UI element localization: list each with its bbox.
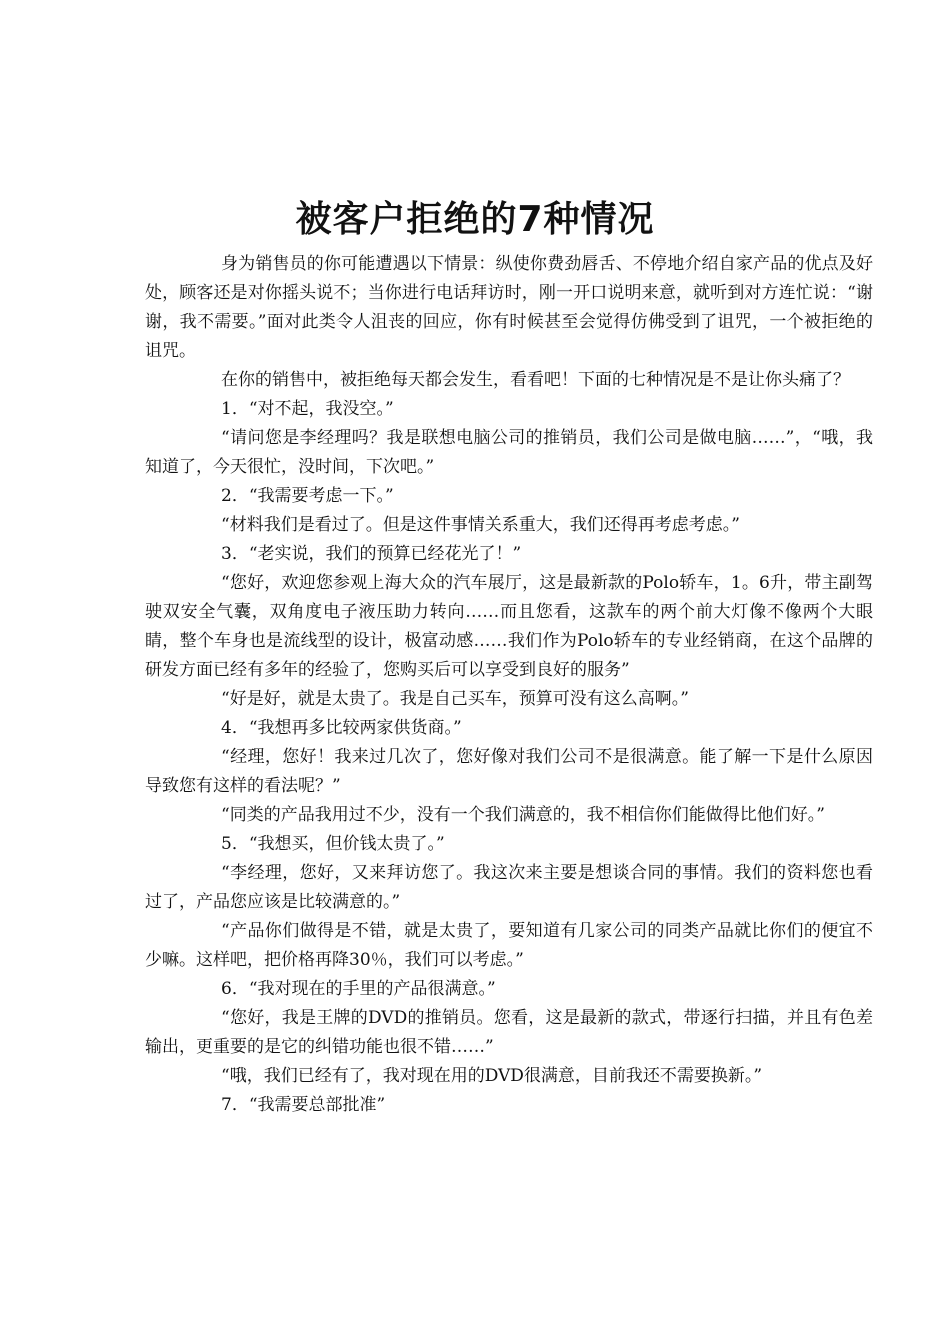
paragraph: “好是好，就是太贵了。我是自己买车，预算可没有这么高啊。” bbox=[221, 689, 689, 709]
list-heading: 3．“老实说，我们的预算已经花光了！” bbox=[221, 544, 522, 564]
list-heading: 1．“对不起，我没空。” bbox=[221, 399, 394, 419]
paragraph: 身为销售员的你可能遭遇以下情景：纵使你费劲唇舌、不停地介绍自家产品的优点及好处，顾客还是对你摇头说不；当你进行电话拜访时，刚一开口说明来意，就听到对方连忙说：“谢谢，我不需要。”面对此类令人沮丧的回应，你有时候甚至会觉得仿佛受到了诅咒，一个被拒绝的诅咒。 bbox=[145, 254, 873, 361]
document-body bbox=[145, 250, 873, 1120]
paragraph: “产品你们做得是不错，就是太贵了，要知道有几家公司的同类产品就比你们的便宜不少嘛。这样吧，把价格再降30％，我们可以考虑。” bbox=[145, 921, 873, 970]
list-heading: 2．“我需要考虑一下。” bbox=[221, 486, 394, 506]
paragraph: “请问您是李经理吗？我是联想电脑公司的推销员，我们公司是做电脑……”，“哦，我知道了，今天很忙，没时间，下次吧。” bbox=[145, 428, 873, 477]
paragraph: “同类的产品我用过不少，没有一个我们满意的，我不相信你们能做得比他们好。” bbox=[221, 805, 825, 825]
document-title: 被客户拒绝的7种情况 bbox=[295, 199, 655, 240]
paragraph: “李经理，您好，又来拜访您了。我这次来主要是想谈合同的事情。我们的资料您也看过了，产品您应该是比较满意的。” bbox=[145, 863, 873, 912]
paragraph: “经理，您好！我来过几次了，您好像对我们公司不是很满意。能了解一下是什么原因导致您有这样的看法呢？” bbox=[145, 747, 873, 796]
paragraph: 在你的销售中，被拒绝每天都会发生，看看吧！下面的七种情况是不是让你头痛了？ bbox=[221, 370, 850, 390]
paragraph: “您好，我是王牌的DVD的推销员。您看，这是最新的款式，带逐行扫描，并且有色差输出，更重要的是它的纠错功能也很不错……” bbox=[145, 1008, 873, 1057]
list-heading: 7．“我需要总部批准” bbox=[221, 1095, 386, 1115]
list-heading: 5．“我想买，但价钱太贵了。” bbox=[221, 834, 445, 854]
paragraph: “哦，我们已经有了，我对现在用的DVD很满意，目前我还不需要换新。” bbox=[221, 1066, 763, 1086]
list-heading: 4．“我想再多比较两家供货商。” bbox=[221, 718, 462, 738]
list-heading: 6．“我对现在的手里的产品很满意。” bbox=[221, 979, 496, 999]
paragraph: “您好，欢迎您参观上海大众的汽车展厅，这是最新款的Polo轿车，1。6升，带主副驾驶双安全气囊，双角度电子液压助力转向……而且您看，这款车的两个前大灯像不像两个大眼睛，整个车身也是流线型的设计，极富动感……我们作为Polo轿车的专业经销商，在这个品牌的研发方面已经有多年的经验了，您购买后可以享受到良好的服务” bbox=[145, 573, 873, 680]
paragraph: “材料我们是看过了。但是这件事情关系重大，我们还得再考虑考虑。” bbox=[221, 515, 740, 535]
